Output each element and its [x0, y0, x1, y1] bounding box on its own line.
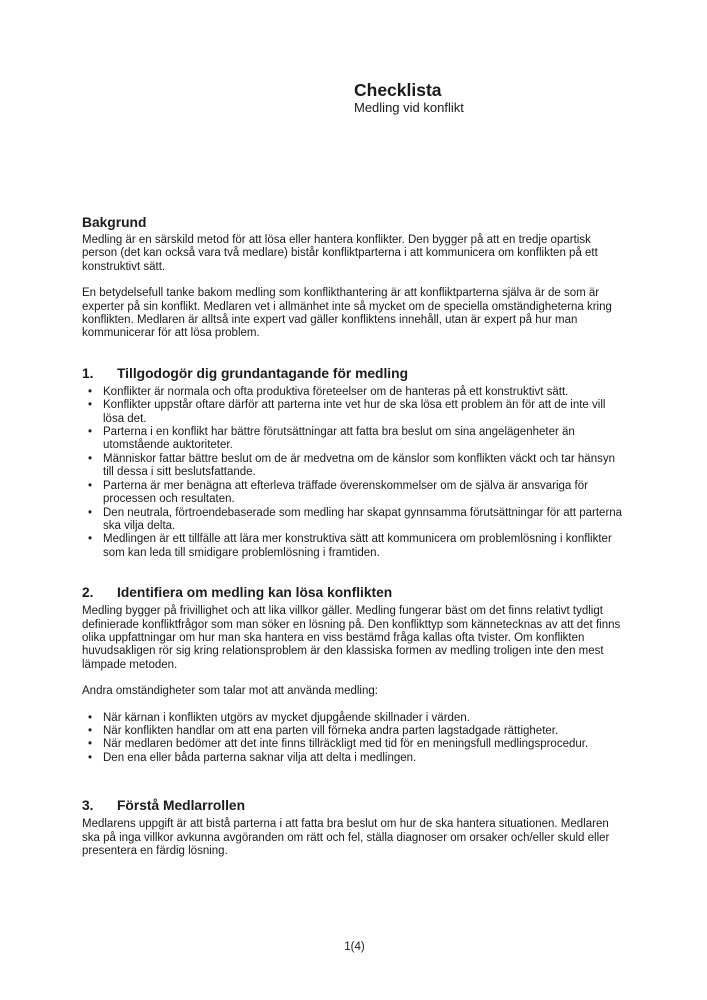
- page-subtitle: Medling vid konflikt: [354, 100, 464, 116]
- section-bakgrund: [82, 215, 627, 341]
- section-1-bullet-list: [82, 386, 627, 560]
- document-header: [82, 0, 627, 117]
- bullet-icon: [82, 507, 103, 534]
- list-item-text: Den ena eller båda parterna saknar vilja att delta i medlingen.: [103, 751, 417, 764]
- list-item: [82, 752, 627, 765]
- bullet-icon: [82, 752, 103, 765]
- section-1-number: 1.: [82, 365, 94, 381]
- section-1-grundantagande: [82, 366, 627, 560]
- list-item-text: Konflikter är normala och ofta produktiva företeelser om de hanteras på ett konstruktivt sätt.: [103, 385, 569, 398]
- bullet-icon: [82, 738, 103, 751]
- section-3-medlarrollen: [82, 798, 627, 858]
- bakgrund-paragraph-2: En betydelsefull tanke bakom medling som konflikthantering är att konfliktparterna själva är de som är experter på sin konflikt. Medlaren vet i allmänhet inte så mycket om de speciella omständigheterna kring konflikten. Medlaren är alltså inte expert vad gäller konfliktens innehåll, utan är expert på hur man kommunicerar för att lösa problem.: [82, 287, 612, 340]
- section-1-heading: [82, 366, 627, 381]
- section-2-lead: Andra omständigheter som talar mot att använda medling:: [82, 685, 378, 698]
- bullet-icon: [82, 712, 103, 725]
- list-item-text: Människor fattar bättre beslut om de är medvetna om de känslor som konflikten väckt och tar hänsyn till dessa i sitt beslutsfattande.: [103, 452, 615, 479]
- list-item: [82, 533, 627, 560]
- page-number: 1(4): [344, 941, 365, 953]
- section-2-intro: Medling bygger på frivillighet och att lika villkor gäller. Medling fungerar bäst om det finns relativt tydligt definierade konfliktfrågor som man söker en lösning på. Den konflikttyp som kännetecknas av att det finns olika uppfattningar om hur man ska hantera en viss bestämd fråga kallas ofta tvister. Om konflikten huvudsakligen rör sig kring relationsproblem är den klassiska formen av medling troligen inte den mest lämpade metoden.: [82, 605, 621, 671]
- list-item: [82, 480, 627, 507]
- list-item: [82, 426, 627, 453]
- section-3-number: 3.: [82, 798, 94, 814]
- page-title: Checklista: [354, 80, 442, 100]
- list-item: [82, 386, 627, 399]
- bullet-icon: [82, 725, 103, 738]
- section-3-intro: Medlarens uppgift är att bistå parterna i att fatta bra beslut om hur de ska hantera situationen. Medlaren ska på inga villkor avkunna avgöranden om rätt och fel, ställa diagnoser om orsaker och/eller skuld eller presentera en färdig lösning.: [82, 818, 610, 858]
- list-item-text: Den neutrala, förtroendebaserade som medling har skapat gynnsamma förutsättningar för att parterna ska vilja delta.: [103, 506, 623, 532]
- bullet-icon: [82, 533, 103, 560]
- bullet-icon: [82, 480, 103, 507]
- bullet-icon: [82, 453, 103, 480]
- section-3-heading: [82, 798, 627, 813]
- list-item-text: När medlaren bedömer att det inte finns tillräckligt med tid för en meningsfull medlingsprocedur.: [103, 738, 589, 751]
- list-item: [82, 507, 627, 534]
- list-item: [82, 725, 627, 738]
- section-2-number: 2.: [82, 585, 94, 601]
- bullet-icon: [82, 399, 103, 426]
- list-item-text: Parterna är mer benägna att efterleva träffade överenskommelser om de själva är ansvariga för processen och resultaten.: [103, 479, 588, 506]
- list-item: [82, 738, 627, 751]
- section-2-bullet-list: [82, 712, 627, 766]
- list-item: [82, 399, 627, 426]
- list-item-text: Medlingen är ett tillfälle att lära mer konstruktiva sätt att kommunicera om problemlösning i konflikter som kan leda till smidigare problemlösning i framtiden.: [103, 533, 612, 559]
- list-item: [82, 712, 627, 725]
- section-2-identifiera: [82, 585, 627, 765]
- section-3-heading-text: Förstå Medlarrollen: [117, 798, 246, 814]
- page-footer: [82, 941, 627, 954]
- section-2-heading-text: Identifiera om medling kan lösa konflikten: [117, 585, 393, 601]
- section-2-heading: [82, 585, 627, 600]
- list-item-text: När kärnan i konflikten utgörs av mycket djupgående skillnader i värden.: [103, 711, 470, 724]
- bullet-icon: [82, 426, 103, 453]
- list-item-text: Parterna i en konflikt har bättre förutsättningar att fatta bra beslut om sina angelägenheter än utomstående auktoriteter.: [103, 426, 575, 452]
- bullet-icon: [82, 386, 103, 399]
- list-item: [82, 453, 627, 480]
- section-1-heading-text: Tillgodogör dig grundantagande för medling: [117, 365, 408, 381]
- list-item-text: Konflikter uppstår oftare därför att parterna inte vet hur de ska lösa ett problem än för att de inte vill lösa det.: [103, 399, 606, 425]
- list-item-text: När konflikten handlar om att ena parten vill förneka andra parten lagstadgade rättigheter.: [103, 724, 559, 737]
- bakgrund-heading: Bakgrund: [82, 215, 147, 231]
- bakgrund-paragraph-1: Medling är en särskild metod för att lösa eller hantera konflikter. Den bygger på att en tredje opartisk person (det kan också vara två medlare) bistår konfliktparterna i att kommunicera om konflikten på ett konstruktivt sätt.: [82, 234, 598, 273]
